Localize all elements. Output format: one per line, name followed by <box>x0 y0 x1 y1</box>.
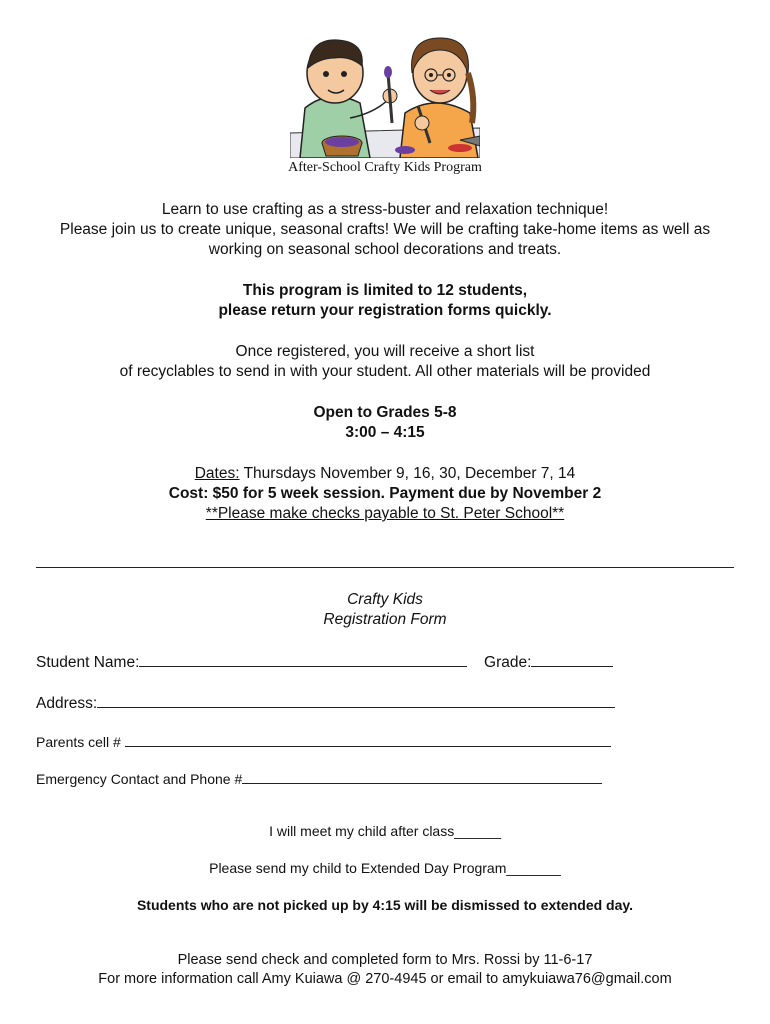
pickup-warning: Students who are not picked up by 4:15 will be dismissed to extended day. <box>136 897 634 913</box>
parents-cell-field[interactable] <box>125 731 611 747</box>
student-name-label: Student Name: <box>36 654 140 671</box>
student-name-field[interactable] <box>139 651 467 667</box>
emergency-contact-field[interactable] <box>242 768 602 784</box>
dates-label: Dates: <box>194 465 240 482</box>
form-title-line: Registration Form <box>323 611 447 628</box>
emergency-contact-label: Emergency Contact and Phone # <box>36 771 243 787</box>
materials-line: Once registered, you will receive a short list <box>235 343 535 360</box>
enrollment-limit-notice <box>0 281 770 321</box>
footer-instructions <box>0 951 770 989</box>
intro-line: Learn to use crafting as a stress-buster and relaxation technique! <box>161 201 609 218</box>
footer-line: For more information call Amy Kuiawa @ 270-4945 or email to amykuiawa76@gmail.com <box>98 971 672 987</box>
image-caption: After-School Crafty Kids Program <box>288 160 482 175</box>
materials-line: of recyclables to send in with your student. All other materials will be provided <box>119 363 651 380</box>
checks-note: **Please make checks payable to St. Peter School** <box>205 505 565 522</box>
intro-line: working on seasonal school decorations and treats. <box>208 241 562 258</box>
address-row <box>36 692 615 713</box>
intro-paragraph <box>0 200 770 260</box>
extended-day-option[interactable]: Please send my child to Extended Day Program_______ <box>209 860 561 876</box>
grade-label: Grade: <box>484 654 532 671</box>
parents-cell-row <box>36 731 611 750</box>
divider <box>36 567 734 568</box>
dates-cost-section <box>0 464 770 524</box>
form-title-line: Crafty Kids <box>347 591 423 608</box>
student-name-row <box>36 651 613 672</box>
footer-line: Please send check and completed form to Mrs. Rossi by 11-6-17 <box>177 952 593 968</box>
limit-line: This program is limited to 12 students, <box>242 282 528 299</box>
form-title <box>0 590 770 630</box>
address-field[interactable] <box>97 692 615 708</box>
dates-value: Thursdays November 9, 16, 30, December 7, 14 <box>239 465 576 482</box>
dates-line <box>0 464 770 484</box>
cost-line: Cost: $50 for 5 week session. Payment due by November 2 <box>168 485 602 502</box>
limit-line: please return your registration forms quickly. <box>218 302 552 319</box>
grades-time <box>0 403 770 443</box>
intro-line: Please join us to create unique, seasonal crafts! We will be crafting take-home items as well as <box>59 221 711 238</box>
grades-text: Open to Grades 5-8 <box>313 404 457 421</box>
crafty-kids-clipart <box>290 28 480 158</box>
emergency-contact-row <box>36 768 602 787</box>
address-label: Address: <box>36 695 98 712</box>
materials-notice <box>0 342 770 382</box>
time-text: 3:00 – 4:15 <box>345 424 425 441</box>
meet-child-option[interactable]: I will meet my child after class______ <box>269 823 501 839</box>
parents-cell-label: Parents cell # <box>36 734 121 750</box>
grade-field[interactable] <box>531 651 613 667</box>
